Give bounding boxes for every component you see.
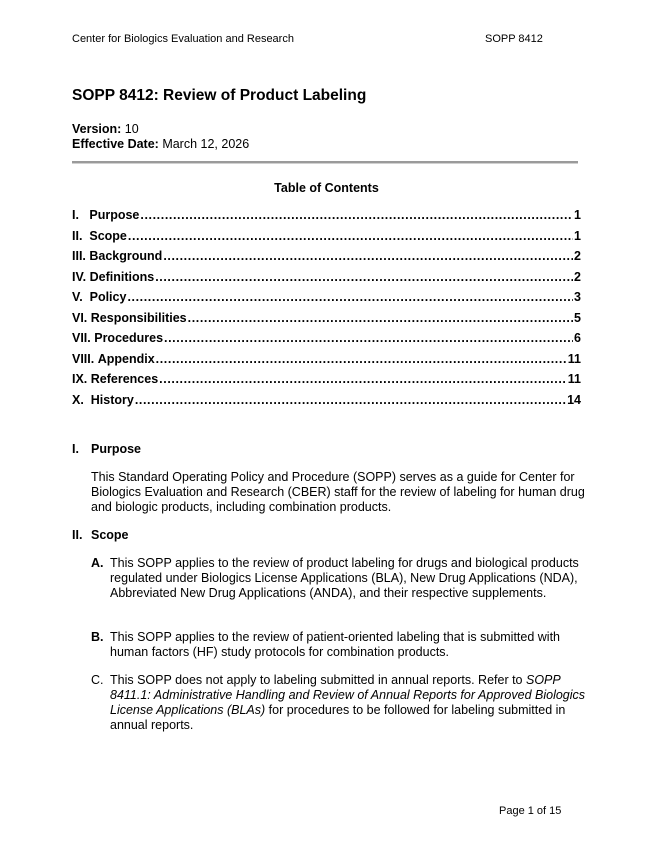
- toc-entry-definitions[interactable]: [72, 270, 581, 291]
- toc-dot-leader: [140, 208, 573, 222]
- toc-dot-leader: [155, 270, 573, 284]
- toc-entry-page: 2: [574, 249, 581, 263]
- toc-entry-label: Appendix: [97, 351, 155, 366]
- toc-dot-leader: [127, 290, 573, 304]
- scope-item-c: [91, 673, 591, 733]
- toc-dot-leader: [188, 311, 573, 325]
- text-segment: for procedures to be followed for labeling submitted in annual reports.: [110, 703, 566, 732]
- toc-entry-label: Responsibilities: [90, 310, 187, 325]
- toc-entry-number: III.: [72, 249, 90, 263]
- toc-dot-leader: [163, 249, 573, 263]
- toc-dot-leader: [164, 331, 573, 345]
- effective-date-label: Effective Date:: [72, 137, 159, 151]
- version-value: 10: [121, 122, 139, 136]
- toc-entry-page: 1: [574, 208, 581, 222]
- toc-entry-responsibilities[interactable]: [72, 311, 581, 332]
- toc-entry-number: IV.: [72, 269, 90, 284]
- toc-dot-leader: [128, 229, 573, 243]
- toc-entry-page: 11: [567, 351, 581, 366]
- toc-entry-number: VIII.: [72, 351, 98, 366]
- toc-entry-number: II.: [72, 228, 90, 243]
- toc-dot-leader: [156, 352, 567, 366]
- toc-entry-label: Purpose: [89, 208, 140, 222]
- toc-entry-number: VI.: [72, 310, 91, 325]
- toc-entry-number: IX.: [72, 372, 91, 386]
- toc-dot-leader: [135, 393, 566, 407]
- document-title: SOPP 8412: Review of Product Labeling: [72, 87, 367, 104]
- toc-entry-label: References: [90, 372, 159, 386]
- version-label: Version:: [72, 122, 122, 136]
- list-marker: A.: [91, 556, 104, 570]
- section-number: I.: [72, 442, 79, 456]
- list-marker: C.: [91, 673, 104, 687]
- section-number: II.: [72, 528, 83, 542]
- toc-entry-history[interactable]: [72, 393, 581, 414]
- toc-entry-references[interactable]: [72, 372, 581, 393]
- toc-entry-page: 3: [574, 290, 581, 304]
- purpose-paragraph: This Standard Operating Policy and Procedure (SOPP) serves as a guide for Center for Biologics Evaluation and Research (CBER) staff for the review of labeling for human drug and biologic products, including combination products.: [91, 470, 585, 514]
- scope-item-b: [91, 630, 591, 660]
- toc-entry-number: X.: [72, 392, 91, 407]
- toc-entry-scope[interactable]: [72, 229, 581, 250]
- text-segment: This SOPP does not apply to labeling submitted in annual reports. Refer to: [110, 673, 526, 687]
- section-heading-purpose: [72, 442, 141, 456]
- toc-entry-number: I.: [72, 208, 90, 222]
- toc-entry-label: Scope: [89, 228, 127, 243]
- toc-entry-page: 5: [574, 310, 581, 325]
- toc-title: Table of Contents: [274, 181, 379, 195]
- header-document-id: SOPP 8412: [485, 33, 543, 45]
- toc-entry-background[interactable]: [72, 249, 581, 270]
- scope-item-a: [91, 556, 591, 601]
- toc-entry-purpose[interactable]: [72, 208, 581, 229]
- toc-entry-label: Policy: [89, 290, 127, 304]
- toc-entry-label: History: [90, 392, 134, 407]
- toc-entry-page: 11: [567, 372, 581, 386]
- toc-entry-page: 1: [574, 228, 581, 243]
- effective-date-value: March 12, 2026: [158, 137, 250, 151]
- section-heading-scope: [72, 528, 129, 542]
- toc-entry-policy[interactable]: [72, 290, 581, 311]
- toc-entry-number: VII.: [72, 331, 95, 345]
- effective-date-line: [72, 137, 249, 152]
- toc-entry-page: 14: [567, 392, 581, 407]
- header-organization: Center for Biologics Evaluation and Research: [72, 33, 294, 45]
- document-meta: [72, 122, 249, 152]
- toc-entry-page: 2: [574, 269, 581, 284]
- page-indicator: Page 1 of 15: [499, 805, 562, 817]
- toc-entry-label: Background: [89, 249, 163, 263]
- toc-entry-number: V.: [72, 290, 90, 304]
- toc-entry-procedures[interactable]: [72, 331, 581, 352]
- list-item-text: [110, 673, 591, 733]
- toc-entry-appendix[interactable]: [72, 352, 581, 373]
- toc-entry-label: Procedures: [94, 331, 164, 345]
- section-title: Purpose: [91, 442, 142, 456]
- toc-entry-page: 6: [574, 331, 581, 345]
- list-item-text: This SOPP applies to the review of product labeling for drugs and biological products regulated under Biologics License Applications (BLA), New Drug Applications (NDA), Abbreviated New Drug Applications (ANDA), and their respective supplements.: [110, 556, 579, 600]
- version-line: [72, 122, 249, 137]
- table-of-contents: [72, 208, 581, 413]
- toc-entry-label: Definitions: [89, 269, 155, 284]
- toc-dot-leader: [159, 372, 567, 386]
- list-item-text: This SOPP applies to the review of patient-oriented labeling that is submitted with human factors (HF) study protocols for combination products.: [110, 630, 561, 659]
- list-marker: B.: [91, 630, 104, 644]
- referenced-document-title: SOPP 8411.1: Administrative Handling and Review of Annual Reports for Approved Biologics License Applications (BLAs): [110, 673, 586, 717]
- section-title: Scope: [91, 528, 129, 542]
- title-divider: [72, 161, 578, 164]
